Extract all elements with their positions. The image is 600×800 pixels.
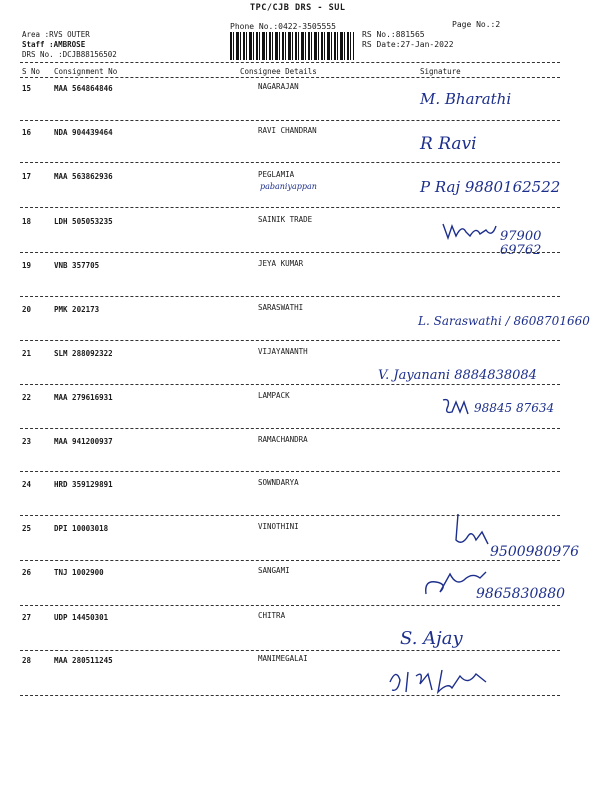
row-consignment: VNB 357705 [54,261,100,270]
row-sno: 27 [22,613,32,622]
row-consignee: LAMPACK [258,391,290,400]
page-number: Page No.:2 [452,20,501,29]
row-signature: P Raj 9880162522 [420,178,561,196]
row-sno: 22 [22,393,32,402]
row-sno: 16 [22,128,32,137]
row-divider [20,650,560,651]
rs-number: RS No.:881565 [362,30,425,39]
header-divider-bottom [20,77,560,78]
row-signature: 9865830880 [476,586,566,602]
drs-number: DRS No. :DCJB88156502 [22,50,117,59]
row-consignee: NAGARAJAN [258,82,299,91]
phone-number: Phone No.:0422-3505555 [230,22,336,31]
row-consignee: SARASWATHI [258,303,304,312]
row-consignee: CHITRA [258,611,286,620]
row-divider [20,252,560,253]
row-consignee: RAVI CHANDRAN [258,126,317,135]
row-sno: 23 [22,437,32,446]
row-consignment: MAA 941200937 [54,437,113,446]
row-signature: M. Bharathi [420,90,512,108]
row-sno: 24 [22,480,32,489]
row-signature: 97900 69762 [500,229,542,258]
row-handwritten-note: pabaniyappan [260,182,317,191]
row-divider [20,605,560,606]
signature-scribble [386,662,496,696]
row-divider [20,560,560,561]
staff-label: Staff :AMBROSE [22,40,86,49]
row-consignment: DPI 10003018 [54,524,109,533]
row-consignee: PEGLAMIA [258,170,295,179]
row-consignee: VINOTHINI [258,522,299,531]
row-consignment: MAA 280511245 [54,656,113,665]
row-consignment: PMK 202173 [54,305,100,314]
row-signature: 9500980976 [490,544,580,560]
row-divider [20,120,560,121]
row-consignment: SLM 288092322 [54,349,113,358]
row-consignee: VIJAYANANTH [258,347,308,356]
row-divider [20,340,560,341]
barcode-image [230,32,354,60]
row-sno: 18 [22,217,32,226]
row-sno: 15 [22,84,32,93]
row-divider [20,384,560,385]
row-consignment: HRD 359129891 [54,480,113,489]
row-consignee: MANIMEGALAI [258,654,308,663]
row-consignment: MAA 564864846 [54,84,113,93]
rs-date: RS Date:27-Jan-2022 [362,40,454,49]
header-divider-top [20,62,560,63]
row-divider [20,695,560,696]
signature-scribble [448,510,492,552]
area-label: Area :RVS OUTER [22,30,90,39]
row-consignee: SOWNDARYA [258,478,299,487]
row-consignee: SANGAMI [258,566,290,575]
row-consignee: JEYA KUMAR [258,259,304,268]
row-signature: 98845 87634 [474,401,555,415]
row-sno: 28 [22,656,32,665]
row-consignment: UDP 14450301 [54,613,109,622]
row-divider [20,471,560,472]
row-consignment: NDA 904439464 [54,128,113,137]
row-sno: 19 [22,261,32,270]
row-consignment: TNJ 1002900 [54,568,104,577]
column-header-consignment: Consignment No [54,67,118,76]
row-divider [20,296,560,297]
row-consignee: RAMACHANDRA [258,435,308,444]
row-sno: 21 [22,349,32,358]
column-header-consignee: Consignee Details [240,67,317,76]
row-signature: S. Ajay [400,628,463,649]
row-sno: 25 [22,524,32,533]
row-sno: 17 [22,172,32,181]
column-header-sno: S No [22,67,41,76]
row-consignee: SAINIK TRADE [258,215,313,224]
row-divider [20,162,560,163]
row-consignment: MAA 563862936 [54,172,113,181]
row-divider [20,207,560,208]
row-sno: 20 [22,305,32,314]
row-signature: V. Jayanani 8884838084 [378,368,537,383]
column-header-signature: Signature [420,67,461,76]
row-consignment: MAA 279616931 [54,393,113,402]
document-title: TPC/CJB DRS - SUL [250,3,346,13]
row-signature: R Ravi [420,134,477,154]
row-divider [20,428,560,429]
row-consignment: LDH 505053235 [54,217,113,226]
signature-scribble [440,396,474,418]
row-sno: 26 [22,568,32,577]
row-signature: L. Saraswathi / 8608701660 [418,314,590,328]
signature-scribble [440,218,500,244]
